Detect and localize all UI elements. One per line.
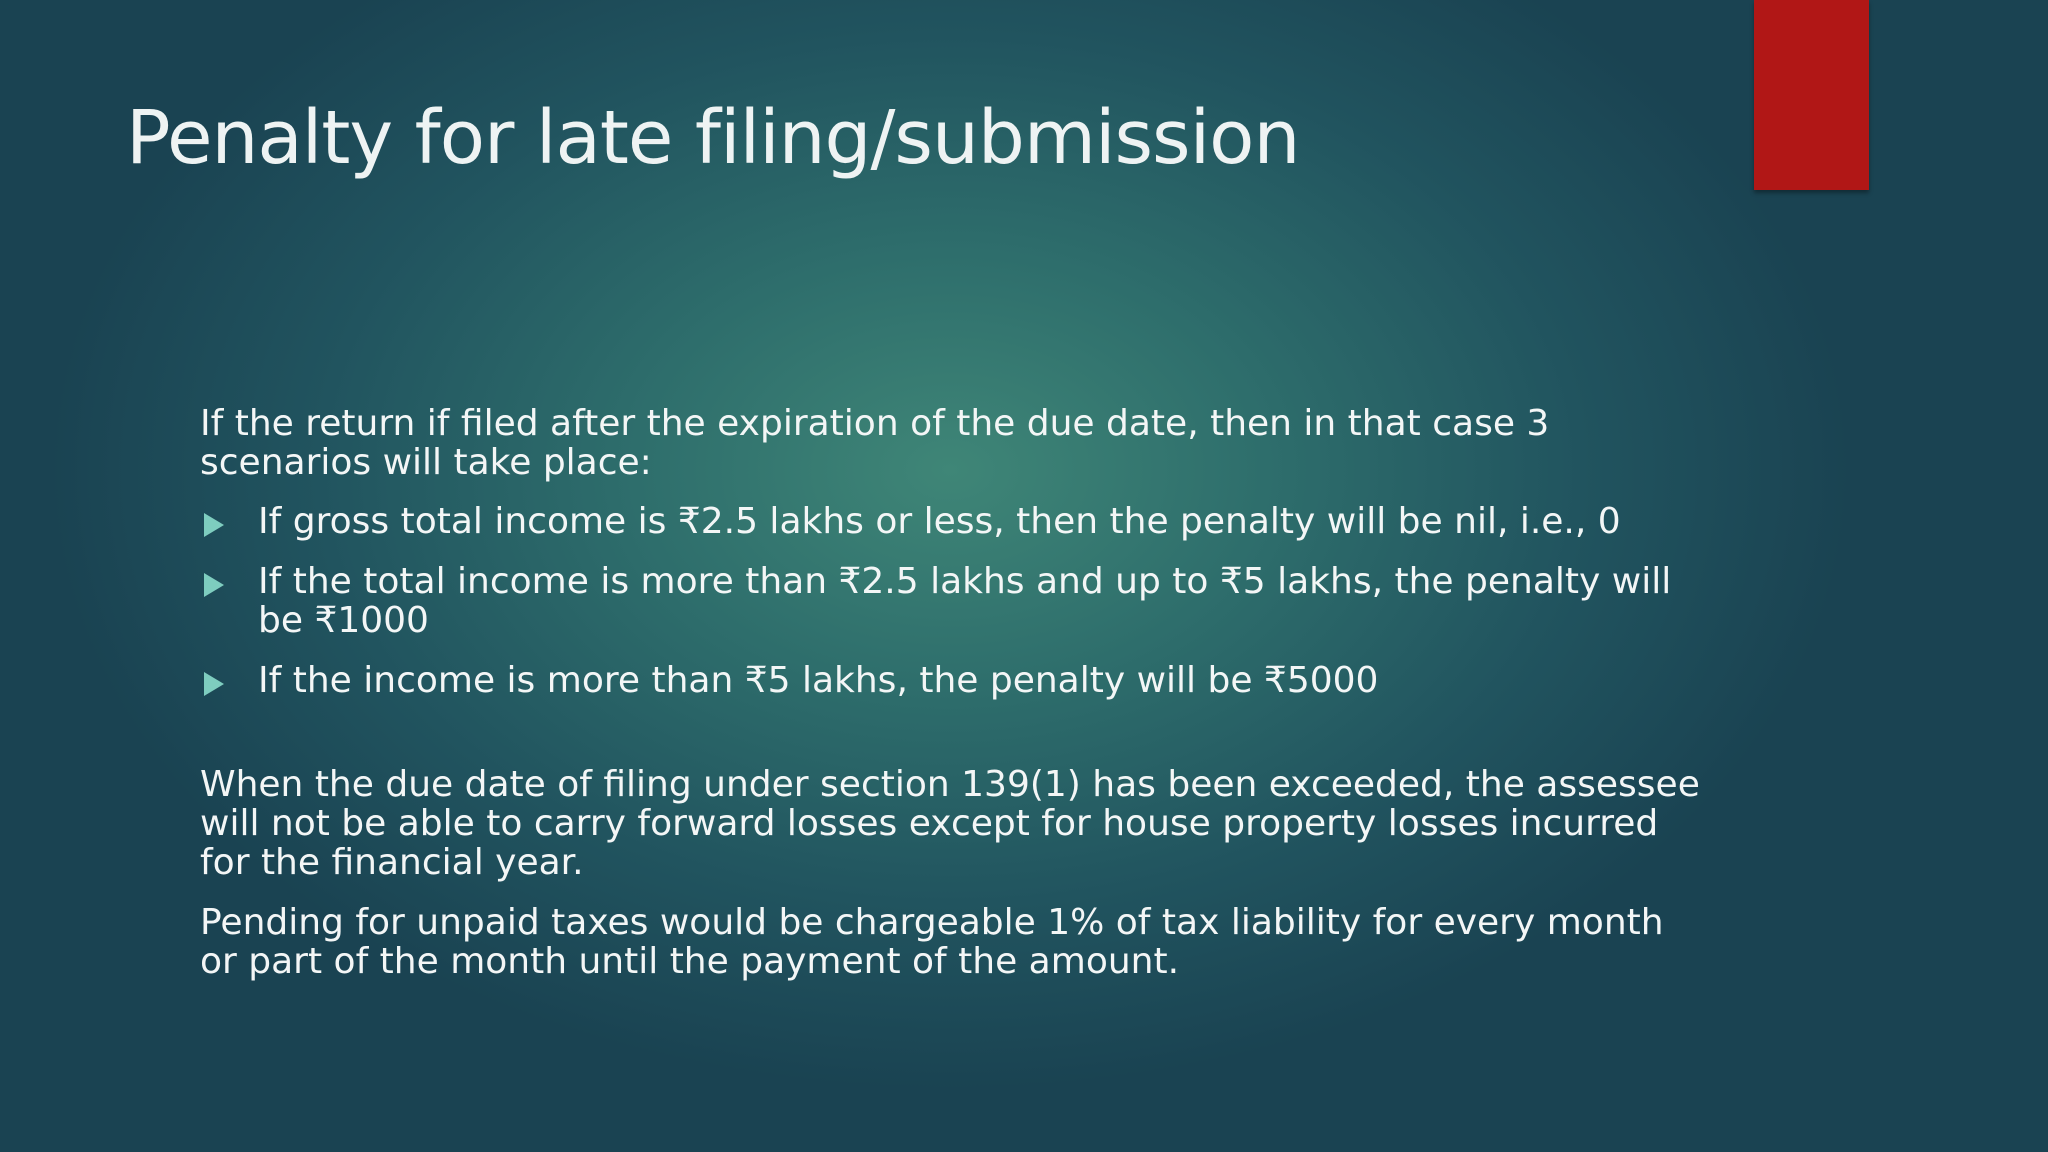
carry-forward-paragraph: When the due date of filing under section 139(1) has been exceeded, the assessee will not be able to carry forward losses except for house property losses incurred for the financial year.: [200, 764, 1700, 883]
slide-body: [200, 404, 1700, 981]
list-item: [200, 502, 1700, 541]
list-item: [200, 661, 1700, 700]
bullet-text: If the income is more than ₹5 lakhs, the penalty will be ₹5000: [258, 660, 1379, 701]
play-triangle-icon: [204, 573, 224, 597]
play-triangle-icon: [204, 513, 224, 537]
bullet-text: If gross total income is ₹2.5 lakhs or less, then the penalty will be nil, i.e., 0: [258, 501, 1621, 542]
play-triangle-icon: [204, 672, 224, 696]
bullet-text: If the total income is more than ₹2.5 lakhs and up to ₹5 lakhs, the penalty will be ₹1000: [258, 561, 1672, 641]
intro-paragraph: If the return if filed after the expiration of the due date, then in that case 3 scenarios will take place:: [200, 403, 1550, 483]
slide-title: Penalty for late filing/submission: [126, 95, 1300, 181]
bullet-list: [200, 502, 1700, 700]
unpaid-taxes-paragraph: Pending for unpaid taxes would be chargeable 1% of tax liability for every month or part of the month until the payment of the amount.: [200, 902, 1664, 982]
list-item: [200, 562, 1700, 640]
accent-bar: [1754, 0, 1869, 190]
